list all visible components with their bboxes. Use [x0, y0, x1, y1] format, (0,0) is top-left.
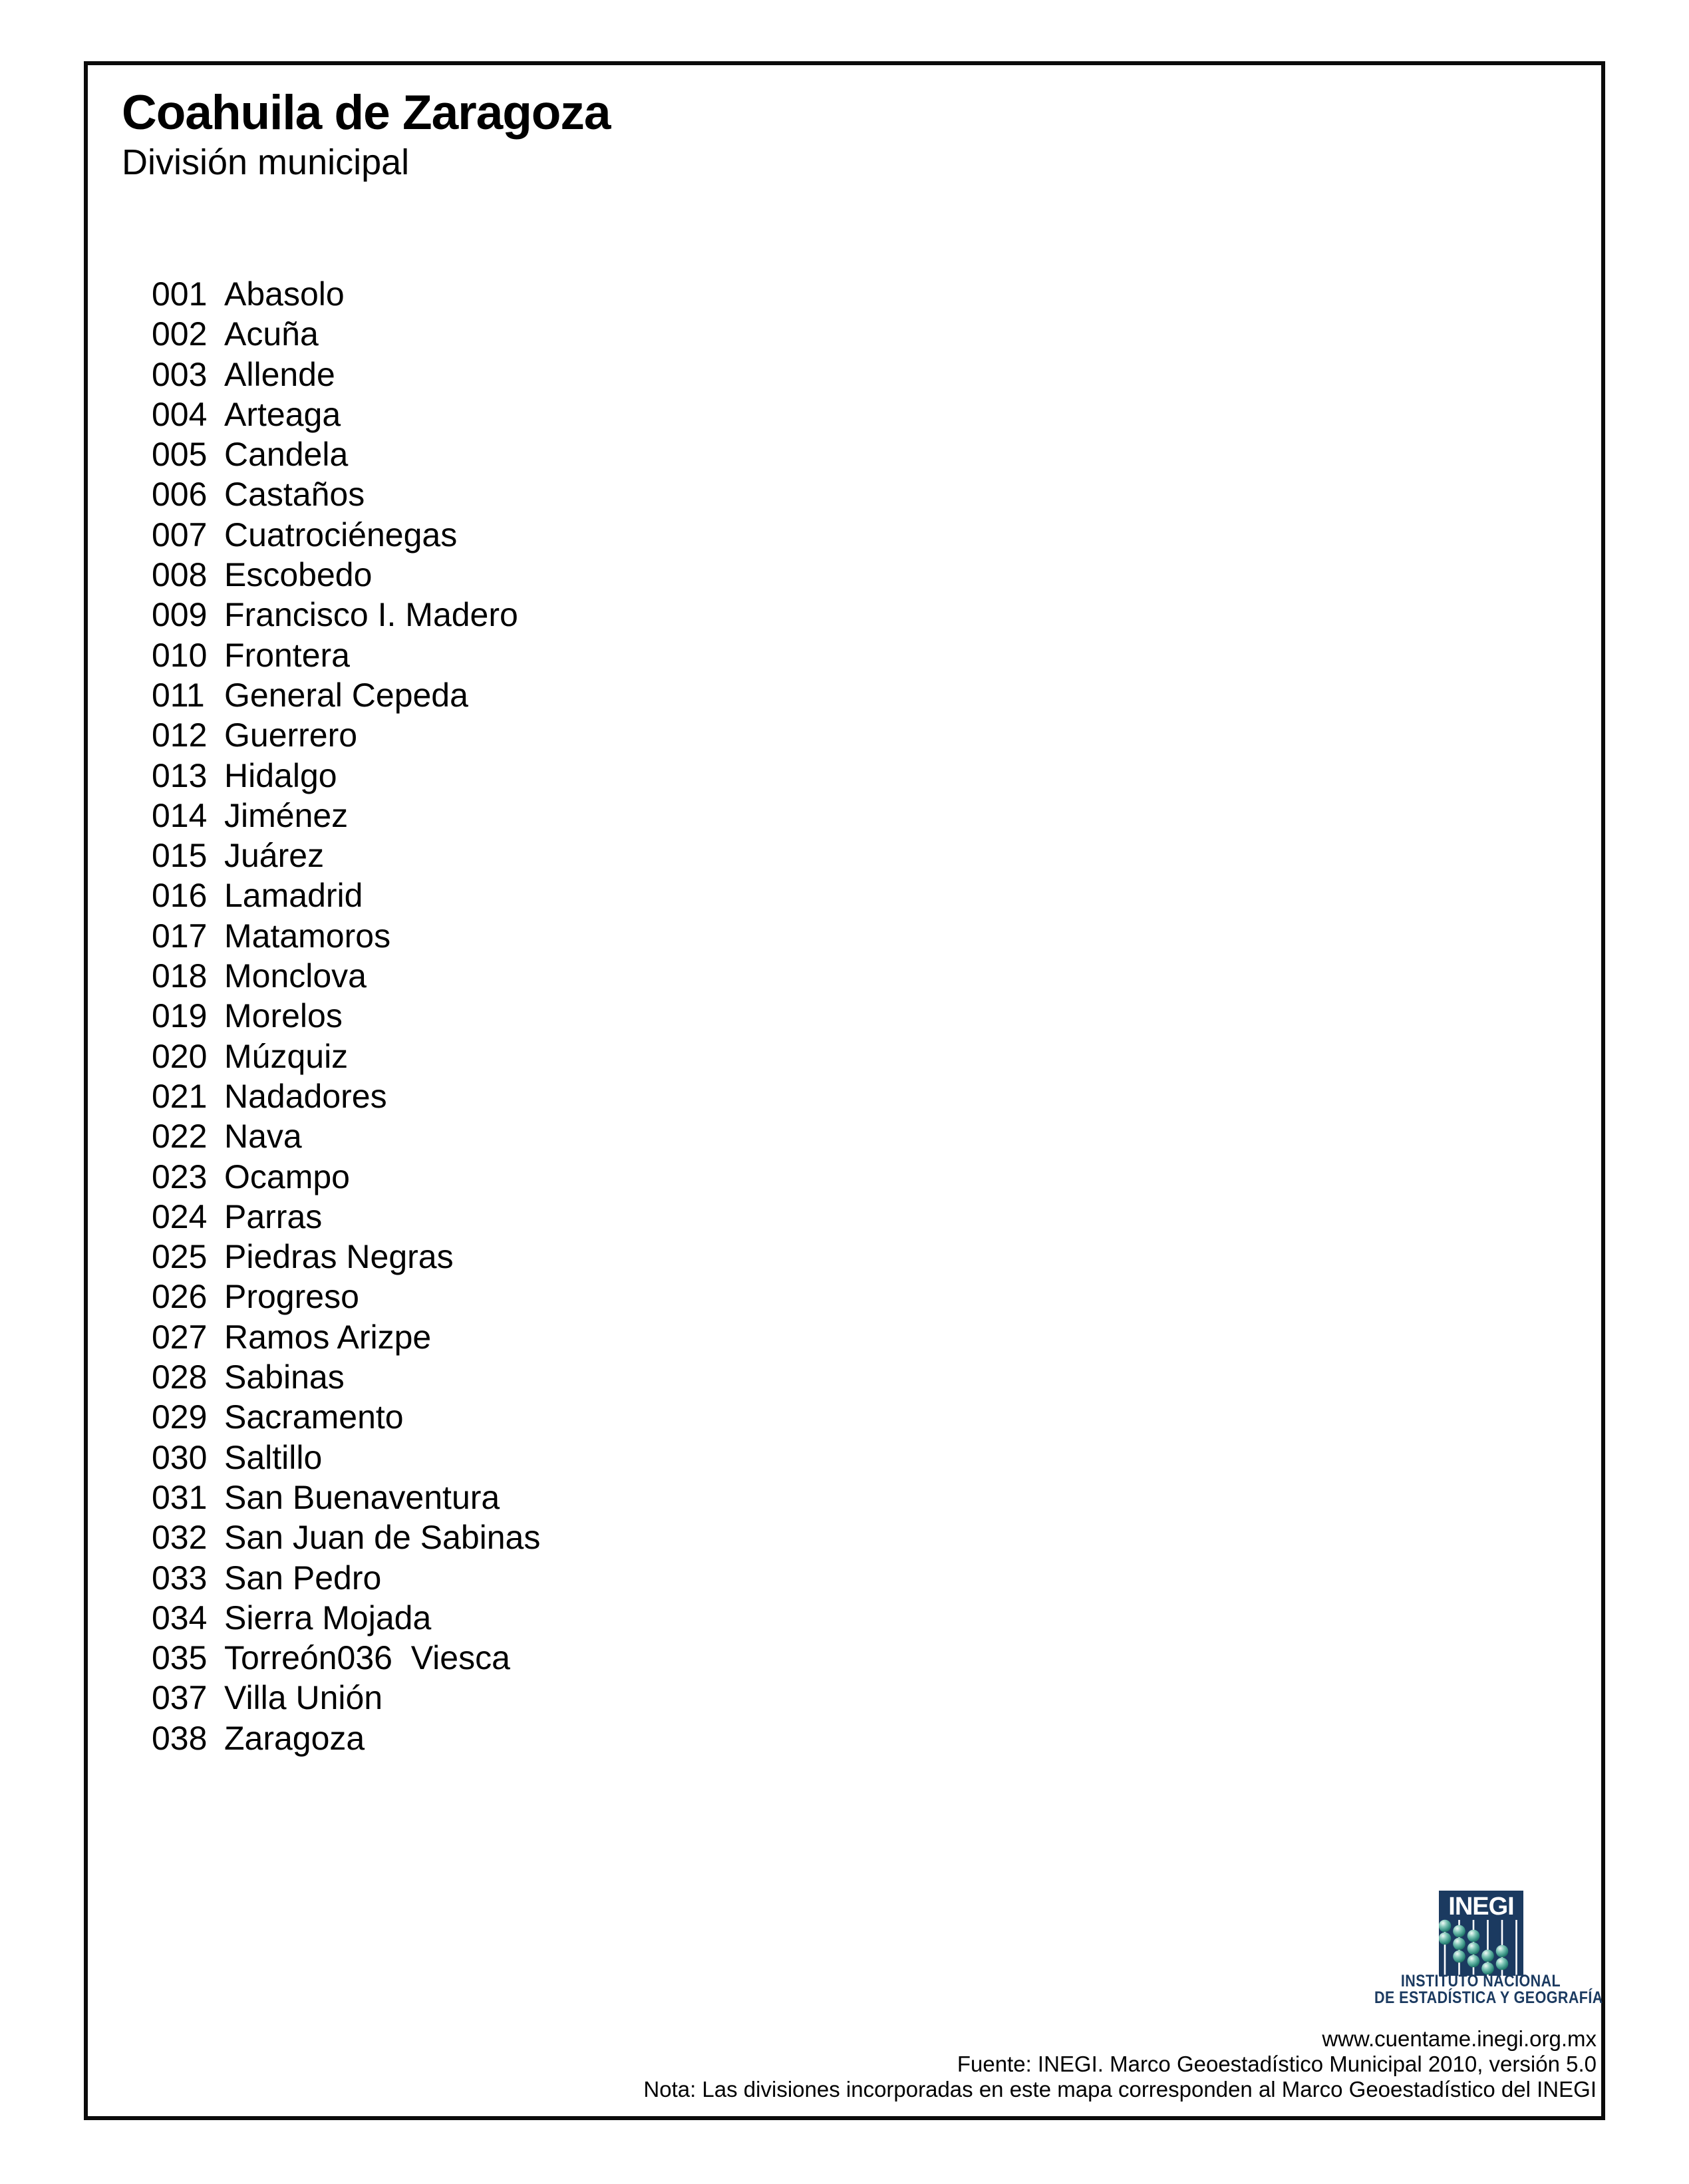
municipality-name: Lamadrid [224, 877, 363, 915]
municipality-code: 003 [152, 355, 208, 393]
municipality-code: 028 [152, 1358, 208, 1396]
municipality-code: 024 [152, 1197, 208, 1235]
municipality-code: 029 [152, 1398, 208, 1436]
municipality-code: 012 [152, 716, 208, 754]
municipality-row [152, 796, 540, 836]
municipality-name: Parras [224, 1197, 323, 1235]
municipality-code: 007 [152, 516, 208, 553]
municipality-code: 035 [152, 1639, 208, 1677]
municipality-row [152, 394, 540, 434]
municipality-row [152, 1116, 540, 1156]
municipality-code: 010 [152, 636, 208, 674]
municipality-name: Arteaga [224, 395, 341, 433]
municipality-name: Acuña [224, 315, 319, 353]
municipality-name: Allende [224, 355, 335, 393]
municipality-code: 001 [152, 275, 208, 313]
municipality-row [152, 274, 540, 314]
municipality-code: 034 [152, 1599, 208, 1637]
municipality-name: Villa Unión [224, 1679, 383, 1717]
municipality-row [152, 916, 540, 956]
municipality-name: San Juan de Sabinas [224, 1519, 541, 1557]
municipality-name: Guerrero [224, 716, 358, 754]
municipality-name: Francisco I. Madero [224, 596, 518, 634]
municipality-code: 021 [152, 1077, 208, 1115]
municipality-code: 004 [152, 395, 208, 433]
municipality-name: Frontera [224, 636, 350, 674]
municipality-name: Torreón036 Viesca [224, 1639, 510, 1677]
municipality-code: 008 [152, 556, 208, 594]
municipality-row [152, 996, 540, 1036]
municipality-name: Morelos [224, 997, 343, 1035]
municipality-row [152, 1438, 540, 1478]
inegi-logo-caption [1374, 1972, 1603, 2007]
municipality-code: 030 [152, 1438, 208, 1476]
footer [643, 2026, 1597, 2102]
municipality-row [152, 1478, 540, 1517]
municipality-row [152, 956, 540, 996]
municipality-code: 019 [152, 997, 208, 1035]
municipality-name: Jiménez [224, 796, 349, 834]
municipality-row [152, 314, 540, 354]
municipality-row [152, 875, 540, 915]
municipality-name: Candela [224, 436, 349, 474]
municipality-row [152, 1558, 540, 1598]
municipality-name: Saltillo [224, 1438, 323, 1476]
page-title: Coahuila de Zaragoza [122, 86, 611, 140]
municipality-name: Escobedo [224, 556, 373, 594]
municipality-name: Múzquiz [224, 1037, 349, 1075]
municipality-row [152, 715, 540, 755]
municipality-list [152, 274, 540, 1758]
municipality-name: Cuatrociénegas [224, 516, 458, 553]
municipality-row [152, 474, 540, 514]
municipality-name: Sabinas [224, 1358, 345, 1396]
municipality-name: Ocampo [224, 1158, 350, 1195]
municipality-row [152, 595, 540, 635]
municipality-name: Sierra Mojada [224, 1599, 432, 1637]
municipality-code: 011 [152, 676, 205, 714]
municipality-name: Nava [224, 1118, 302, 1156]
page-subtitle: División municipal [122, 142, 410, 182]
footer-website: www.cuentame.inegi.org.mx [1322, 2026, 1597, 2051]
municipality-row [152, 1157, 540, 1197]
municipality-code: 023 [152, 1158, 208, 1195]
municipality-name: Ramos Arizpe [224, 1318, 432, 1356]
municipality-code: 005 [152, 436, 208, 474]
municipality-code: 002 [152, 315, 208, 353]
municipality-row [152, 1277, 540, 1317]
municipality-name: Abasolo [224, 275, 345, 313]
municipality-row [152, 1036, 540, 1076]
municipality-code: 038 [152, 1719, 208, 1757]
municipality-name: Progreso [224, 1278, 359, 1316]
municipality-row [152, 756, 540, 796]
municipality-row [152, 1317, 540, 1357]
municipality-name: Monclova [224, 957, 367, 995]
inegi-logo [1439, 1891, 1523, 1976]
municipality-row [152, 1197, 540, 1237]
municipality-row [152, 515, 540, 555]
municipality-row [152, 1718, 540, 1758]
inegi-caption-line2: DE ESTADÍSTICA Y GEOGRAFÍA [1374, 1988, 1603, 2007]
municipality-code: 014 [152, 796, 208, 834]
municipality-row [152, 1598, 540, 1638]
municipality-name: Zaragoza [224, 1719, 365, 1757]
municipality-code: 013 [152, 756, 208, 794]
municipality-name: Piedras Negras [224, 1238, 454, 1276]
municipality-code: 015 [152, 837, 208, 875]
municipality-row [152, 836, 540, 875]
municipality-row [152, 1237, 540, 1277]
municipality-name: Nadadores [224, 1077, 387, 1115]
municipality-code: 022 [152, 1118, 208, 1156]
footer-note: Nota: Las divisiones incorporadas en este mapa corresponden al Marco Geoestadístico del INEGI [643, 2077, 1597, 2102]
municipality-code: 020 [152, 1037, 208, 1075]
municipality-name: San Buenaventura [224, 1478, 500, 1516]
municipality-row [152, 1638, 540, 1678]
municipality-code: 031 [152, 1478, 208, 1516]
municipality-row [152, 1357, 540, 1397]
municipality-name: Sacramento [224, 1398, 404, 1436]
municipality-row [152, 434, 540, 474]
municipality-name: Juárez [224, 837, 325, 875]
municipality-code: 009 [152, 596, 208, 634]
municipality-code: 037 [152, 1679, 208, 1717]
municipality-code: 017 [152, 917, 208, 955]
inegi-logo-acronym: INEGI [1448, 1893, 1514, 1921]
municipality-row [152, 355, 540, 394]
municipality-code: 026 [152, 1278, 208, 1316]
municipality-name: San Pedro [224, 1559, 382, 1597]
municipality-row [152, 555, 540, 595]
municipality-row [152, 1076, 540, 1116]
municipality-row [152, 1397, 540, 1437]
municipality-code: 033 [152, 1559, 208, 1597]
municipality-name: General Cepeda [224, 676, 468, 714]
municipality-code: 018 [152, 957, 208, 995]
municipality-code: 006 [152, 476, 208, 514]
municipality-row [152, 635, 540, 675]
municipality-code: 025 [152, 1238, 208, 1276]
municipality-code: 032 [152, 1519, 208, 1557]
footer-source: Fuente: INEGI. Marco Geoestadístico Municipal 2010, versión 5.0 [957, 2052, 1597, 2076]
municipality-row [152, 1517, 540, 1557]
inegi-caption-line1: INSTITUTO NACIONAL [1400, 1972, 1561, 1990]
municipality-code: 027 [152, 1318, 208, 1356]
municipality-name: Hidalgo [224, 756, 337, 794]
municipality-name: Castaños [224, 476, 365, 514]
municipality-row [152, 1678, 540, 1718]
municipality-row [152, 675, 540, 715]
municipality-name: Matamoros [224, 917, 391, 955]
municipality-code: 016 [152, 877, 208, 915]
